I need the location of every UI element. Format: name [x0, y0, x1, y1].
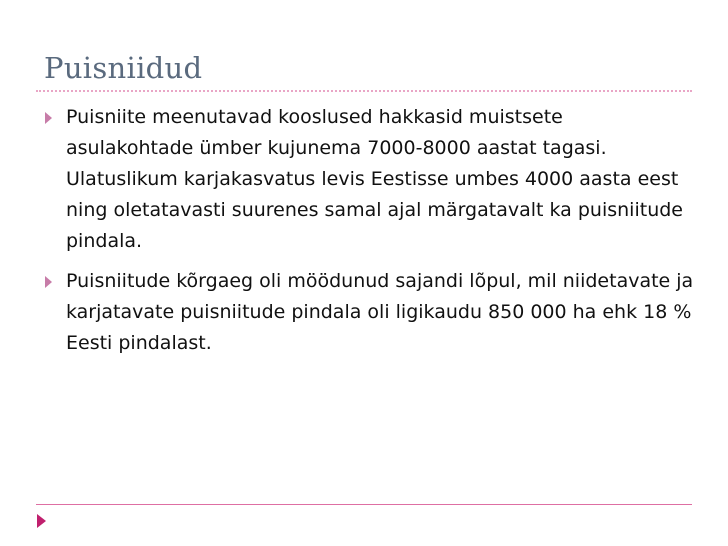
- triangle-right-icon: [37, 514, 46, 528]
- title-divider: [36, 90, 692, 92]
- bullet-text: Puisniite meenutavad kooslused hakkasid muistsete asulakohtade ümber kujunema 7000-8000 aastat tagasi. Ulatuslikum karjakasvatus levis Eestisse umbes 4000 aasta eest ning oletatavasti suurenes samal ajal märgatavalt ka puisniitude pindala.: [66, 106, 683, 252]
- slide-title: Puisniidud: [44, 51, 203, 85]
- triangle-bullet-icon: [45, 276, 52, 288]
- footer-divider: [36, 504, 692, 505]
- bullet-list: [44, 102, 694, 368]
- bullet-text: Puisniitude kõrgaeg oli möödunud sajandi lõpul, mil niidetavate ja karjatavate puisniitude pindala oli ligikaudu 850 000 ha ehk 18 % Eesti pindalast.: [66, 270, 694, 354]
- triangle-bullet-icon: [45, 112, 52, 124]
- bullet-item: [44, 102, 694, 257]
- bullet-item: [44, 266, 694, 359]
